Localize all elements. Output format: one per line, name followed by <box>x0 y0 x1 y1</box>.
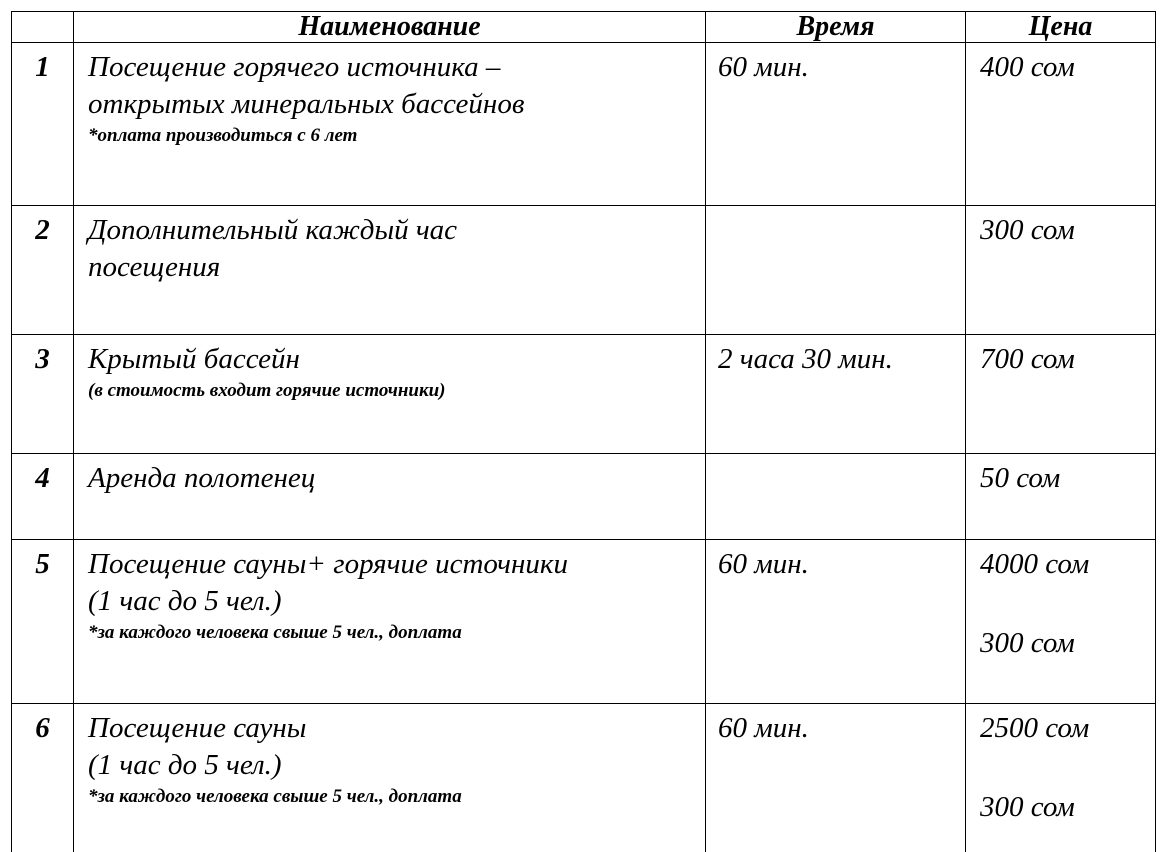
service-name-line: посещения <box>88 249 705 286</box>
service-price <box>966 540 1156 704</box>
service-price <box>966 704 1156 852</box>
price-value: 400 сом <box>980 51 1075 83</box>
service-time: 60 мин. <box>706 540 966 704</box>
service-time <box>706 454 966 540</box>
service-name <box>74 704 706 852</box>
service-note: (в стоимость входит горячие источники) <box>88 378 705 404</box>
service-name-line: Дополнительный каждый час <box>88 212 705 249</box>
row-number: 1 <box>12 43 74 206</box>
row-number: 4 <box>12 454 74 540</box>
service-name <box>74 43 706 206</box>
service-name-line: Аренда полотенец <box>88 460 705 497</box>
row-number: 3 <box>12 335 74 454</box>
row-number: 2 <box>12 206 74 335</box>
row-number: 5 <box>12 540 74 704</box>
table-row <box>12 335 1156 454</box>
service-name <box>74 335 706 454</box>
service-name <box>74 206 706 335</box>
price-table <box>11 11 1156 852</box>
service-name-line: Крытый бассейн <box>88 341 705 378</box>
service-name-line: (1 час до 5 чел.) <box>88 583 705 620</box>
header-row <box>12 12 1156 43</box>
service-name <box>74 540 706 704</box>
price-value: 700 сом <box>980 343 1075 375</box>
price-value: 4000 сом <box>980 548 1089 580</box>
service-name-line: Посещение горячего источника – <box>88 49 705 86</box>
header-number <box>12 12 74 43</box>
price-value: 2500 сом <box>980 712 1089 744</box>
row-number: 6 <box>12 704 74 852</box>
service-name-line: Посещение сауны+ горячие источники <box>88 546 705 583</box>
service-name-line: открытых минеральных бассейнов <box>88 86 705 123</box>
table-row <box>12 43 1156 206</box>
service-note: *за каждого человека свыше 5 чел., доплата <box>88 784 705 810</box>
table-row <box>12 454 1156 540</box>
service-price <box>966 335 1156 454</box>
table-row <box>12 540 1156 704</box>
service-note: *оплата производиться с 6 лет <box>88 123 705 149</box>
service-time: 60 мин. <box>706 43 966 206</box>
table-row <box>12 206 1156 335</box>
service-time <box>706 206 966 335</box>
price-value: 50 сом <box>980 462 1060 494</box>
service-note: *за каждого человека свыше 5 чел., доплата <box>88 620 705 646</box>
service-price <box>966 206 1156 335</box>
price-extra-value: 300 сом <box>980 625 1155 662</box>
service-name-line: Посещение сауны <box>88 710 705 747</box>
service-name <box>74 454 706 540</box>
service-name-line: (1 час до 5 чел.) <box>88 747 705 784</box>
service-time: 2 часа 30 мин. <box>706 335 966 454</box>
header-price: Цена <box>966 12 1156 43</box>
service-price <box>966 454 1156 540</box>
price-extra-value: 300 сом <box>980 789 1155 826</box>
service-time: 60 мин. <box>706 704 966 852</box>
header-name: Наименование <box>74 12 706 43</box>
header-time: Время <box>706 12 966 43</box>
service-price <box>966 43 1156 206</box>
table-row <box>12 704 1156 852</box>
price-value: 300 сом <box>980 214 1075 246</box>
